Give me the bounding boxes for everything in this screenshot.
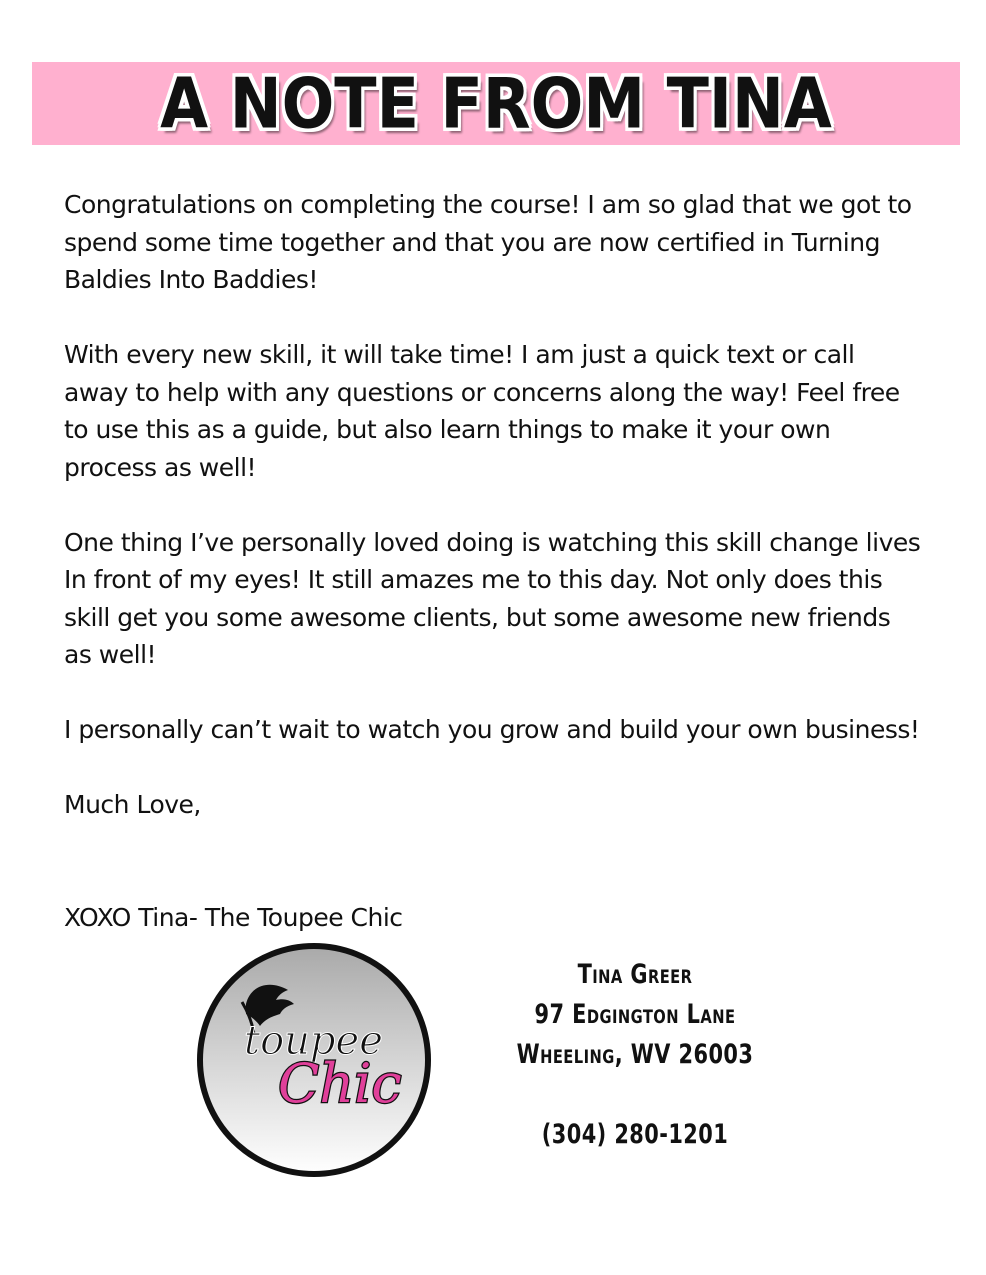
contact-name: Tina Greer xyxy=(577,959,693,990)
title-banner xyxy=(32,62,960,145)
toupee-chic-logo xyxy=(196,942,432,1178)
letter-signature: XOXO Tina- The Toupee Chic xyxy=(64,902,403,932)
logo-word-chic: Chic xyxy=(278,1052,402,1115)
letter-body xyxy=(64,186,924,936)
letter-closing: Much Love, xyxy=(64,790,201,819)
contact-street: 97 Edgington Lane xyxy=(534,999,736,1030)
contact-spacer xyxy=(470,1075,800,1115)
contact-phone: (304) 280-1201 xyxy=(541,1119,729,1150)
logo-word-toupee: toupee xyxy=(244,1018,383,1064)
page-title: A NOTE FROM TINA xyxy=(160,62,832,145)
letter-paragraph: Congratulations on completing the course! I am so glad that we got to spend some time together and that you are now certified in Turning Baldies Into Baddies! xyxy=(64,190,912,294)
contact-city: Wheeling, WV 26003 xyxy=(516,1039,754,1070)
letter-paragraph: One thing I’ve personally loved doing is watching this skill change lives In front of my eyes! It still amazes me to this day. Not only does this skill get you some awesome clients, but some awesome new friends as well! xyxy=(64,527,921,669)
contact-block xyxy=(470,955,800,1155)
letter-paragraph: With every new skill, it will take time! I am just a quick text or call away to help with any questions or concerns along the way! Feel free to use this as a guide, but also learn things to make it your own process as well! xyxy=(64,340,900,482)
letter-paragraph: I personally can’t wait to watch you grow and build your own business! xyxy=(64,715,920,744)
